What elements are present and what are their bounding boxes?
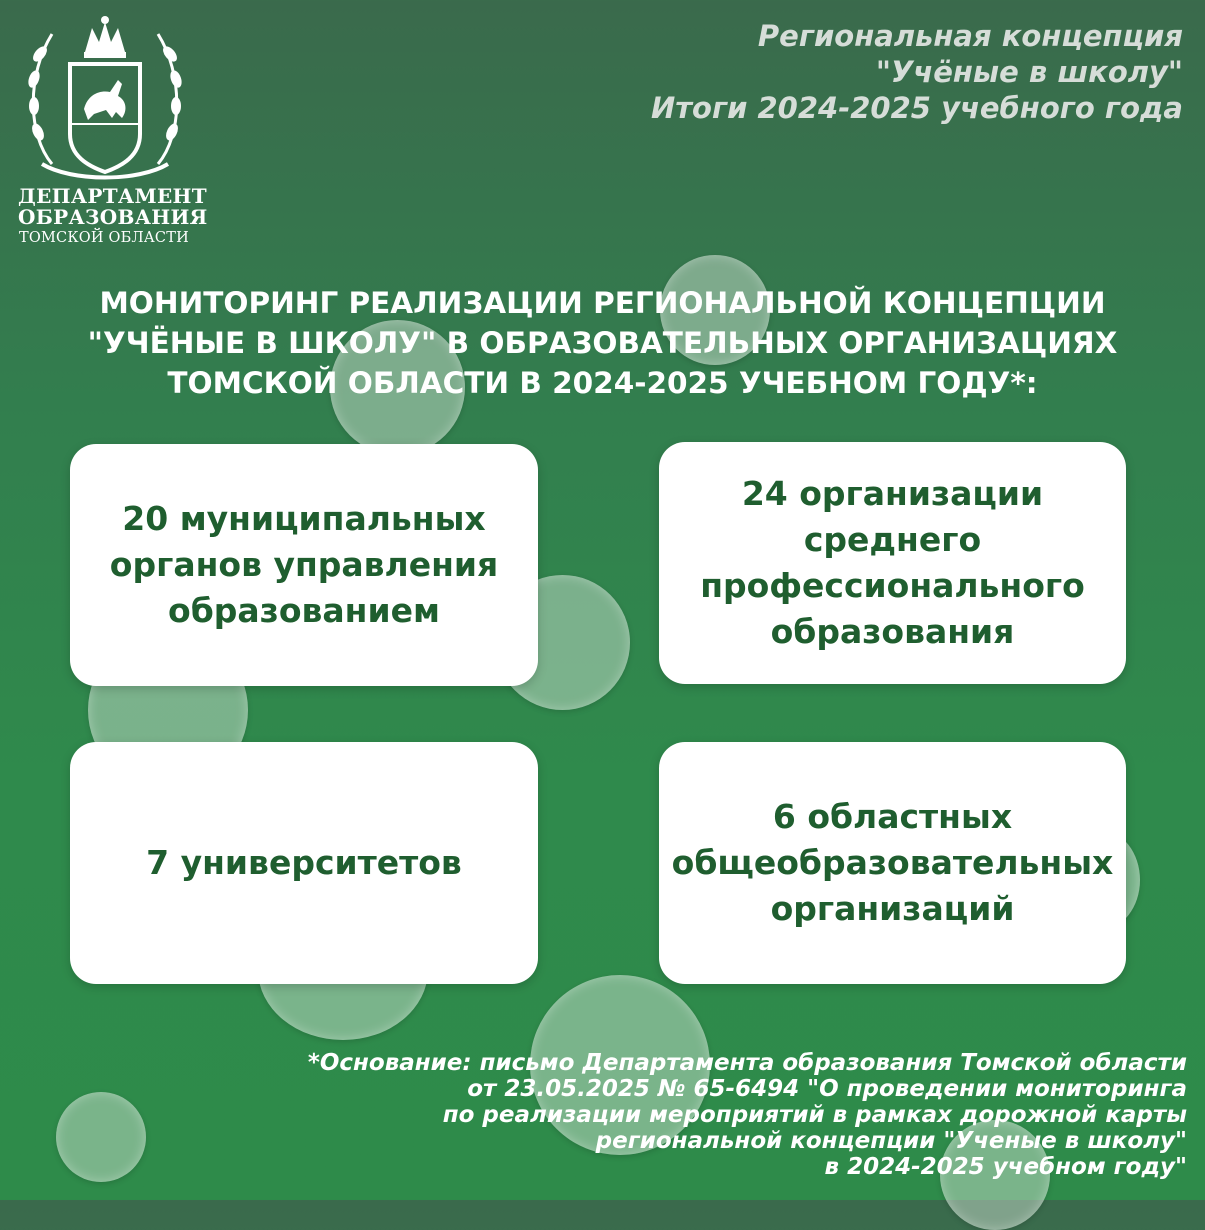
- header-subtitle: [543, 18, 1183, 126]
- footnote-line-4: региональной концепции "Ученые в школу": [595, 1128, 1187, 1154]
- card-text-line: образованием: [168, 591, 440, 630]
- header-line-3: Итоги 2024-2025 учебного года: [650, 91, 1183, 125]
- footnote-line-5: в 2024-2025 учебном году": [824, 1154, 1187, 1180]
- footnote-line-1: *Основание: письмо Департамента образования Томской области: [307, 1050, 1187, 1076]
- header-line-2: "Учёные в школу": [875, 55, 1183, 89]
- card-text-line: органов управления: [109, 545, 499, 584]
- card-text-line: 6 областных: [772, 797, 1013, 836]
- department-logo: [18, 14, 208, 246]
- card-text-line: 24 организации: [741, 474, 1044, 513]
- card-text-line: организаций: [770, 889, 1015, 928]
- logo-line-1: ДЕПАРТАМЕНТ: [18, 184, 207, 208]
- footnote-line-3: по реализации мероприятий в рамках дорожной карты: [442, 1102, 1187, 1128]
- logo-line-2: ОБРАЗОВАНИЯ: [18, 205, 208, 229]
- card-text-line: образования: [770, 612, 1015, 651]
- stat-card-vocational: [659, 442, 1126, 684]
- title-line-2: "УЧЁНЫЕ В ШКОЛУ" В ОБРАЗОВАТЕЛЬНЫХ ОРГАНИЗАЦИЯХ: [87, 326, 1118, 360]
- footnote-line-2: от 23.05.2025 № 65-6494 "О проведении мониторинга: [467, 1076, 1187, 1102]
- footnote: [187, 1050, 1187, 1180]
- card-text-line: профессионального: [700, 566, 1085, 605]
- stat-card-schools: [659, 742, 1126, 984]
- card-text-line: 7 университетов: [146, 843, 462, 882]
- page-title: [40, 283, 1165, 403]
- card-text-line: общеобразовательных: [671, 843, 1114, 882]
- header-line-1: Региональная концепция: [757, 19, 1183, 53]
- coat-of-arms-icon: [22, 14, 188, 184]
- title-line-3: ТОМСКОЙ ОБЛАСТИ В 2024-2025 УЧЕБНОМ ГОДУ*:: [167, 366, 1038, 400]
- card-text-line: 20 муниципальных: [122, 499, 486, 538]
- card-text-line: среднего: [803, 520, 982, 559]
- stat-card-municipal: [70, 444, 538, 686]
- logo-line-3: ТОМСКОЙ ОБЛАСТИ: [19, 230, 189, 246]
- title-line-1: МОНИТОРИНГ РЕАЛИЗАЦИИ РЕГИОНАЛЬНОЙ КОНЦЕПЦИИ: [99, 286, 1106, 320]
- stat-card-universities: [70, 742, 538, 984]
- decorative-bubble: [56, 1092, 146, 1182]
